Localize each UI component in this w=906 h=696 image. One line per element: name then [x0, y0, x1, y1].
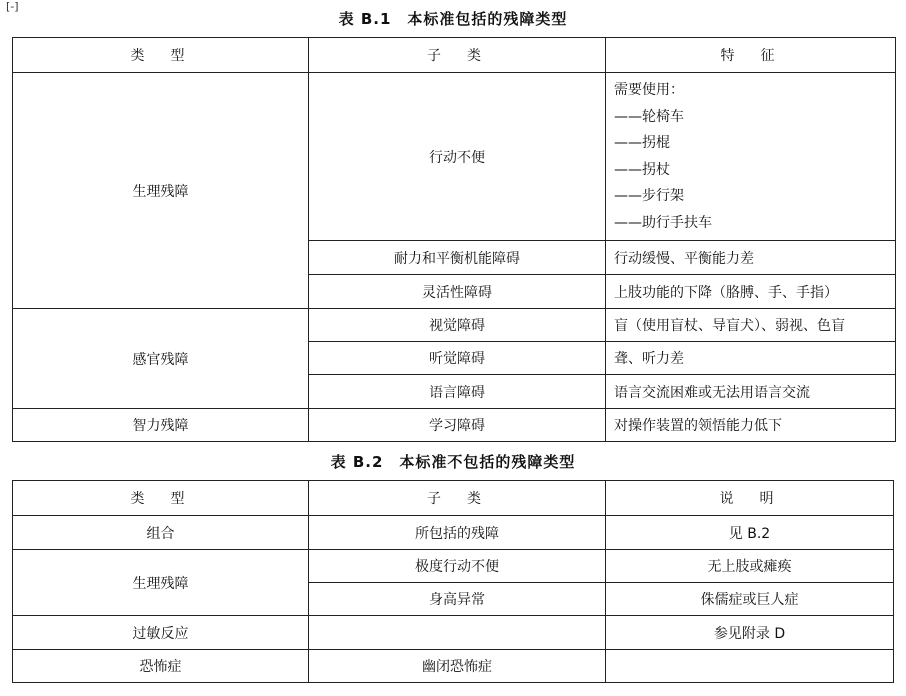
subtype-cell: 语言障碍	[309, 375, 606, 409]
type-cell: 组合	[13, 516, 309, 550]
note-cell: 无上肢或瘫痪	[606, 550, 894, 583]
table-included-disabilities	[12, 37, 896, 442]
subtype-cell: 所包括的残障	[309, 516, 606, 550]
table-header-row	[13, 38, 896, 73]
feature-cell: 上肢功能的下降（胳膊、手、手指）	[606, 275, 896, 309]
type-cell: 感官残障	[13, 309, 309, 409]
feature-line: ——拐杖	[614, 161, 670, 178]
table-row	[13, 550, 894, 583]
subtype-cell: 极度行动不便	[309, 550, 606, 583]
table-row	[13, 616, 894, 650]
header-type: 类 型	[13, 481, 309, 516]
type-cell: 生理残障	[13, 73, 309, 309]
subtype-cell: 视觉障碍	[309, 309, 606, 342]
table-row	[13, 73, 896, 241]
feature-cell: 盲（使用盲杖、导盲犬）、弱视、色盲	[606, 309, 896, 342]
feature-line: ——轮椅车	[614, 108, 684, 125]
subtype-cell: 身高异常	[309, 583, 606, 616]
subtype-cell: 耐力和平衡机能障碍	[309, 241, 606, 275]
header-subtype: 子 类	[309, 481, 606, 516]
subtype-cell: 灵活性障碍	[309, 275, 606, 309]
feature-line: ——助行手扶车	[614, 214, 712, 231]
type-cell: 生理残障	[13, 550, 309, 616]
note-cell: 侏儒症或巨人症	[606, 583, 894, 616]
table-row	[13, 516, 894, 550]
table-excluded-disabilities	[12, 480, 894, 683]
subtype-cell: 学习障碍	[309, 409, 606, 442]
note-cell	[606, 650, 894, 683]
header-type: 类 型	[13, 38, 309, 73]
table-row	[13, 650, 894, 683]
header-feature: 特 征	[606, 38, 896, 73]
feature-line: ——拐棍	[614, 135, 670, 151]
subtype-cell	[309, 616, 606, 650]
table2-caption: 表 B.2 本标准不包括的残障类型	[330, 453, 576, 471]
note-cell: 参见附录 D	[606, 616, 894, 650]
header-subtype: 子 类	[309, 38, 606, 73]
feature-cell: 聋、听力差	[606, 342, 896, 375]
header-note: 说 明	[606, 481, 894, 516]
type-cell: 恐怖症	[13, 650, 309, 683]
feature-cell	[606, 73, 896, 241]
feature-cell: 对操作装置的领悟能力低下	[606, 409, 896, 442]
table-row	[13, 409, 896, 442]
feature-cell: 行动缓慢、平衡能力差	[606, 241, 896, 275]
table-header-row	[13, 481, 894, 516]
table-row	[13, 309, 896, 342]
top-left-mark: [-]	[6, 0, 19, 13]
type-cell: 智力残障	[13, 409, 309, 442]
feature-line: 需要使用：	[614, 82, 684, 98]
subtype-cell: 听觉障碍	[309, 342, 606, 375]
note-cell: 见 B.2	[606, 516, 894, 550]
table1-caption: 表 B.1 本标准包括的残障类型	[338, 10, 568, 28]
feature-line: ——步行架	[614, 188, 684, 204]
subtype-cell: 行动不便	[309, 73, 606, 241]
feature-cell: 语言交流困难或无法用语言交流	[606, 375, 896, 409]
type-cell: 过敏反应	[13, 616, 309, 650]
subtype-cell: 幽闭恐怖症	[309, 650, 606, 683]
